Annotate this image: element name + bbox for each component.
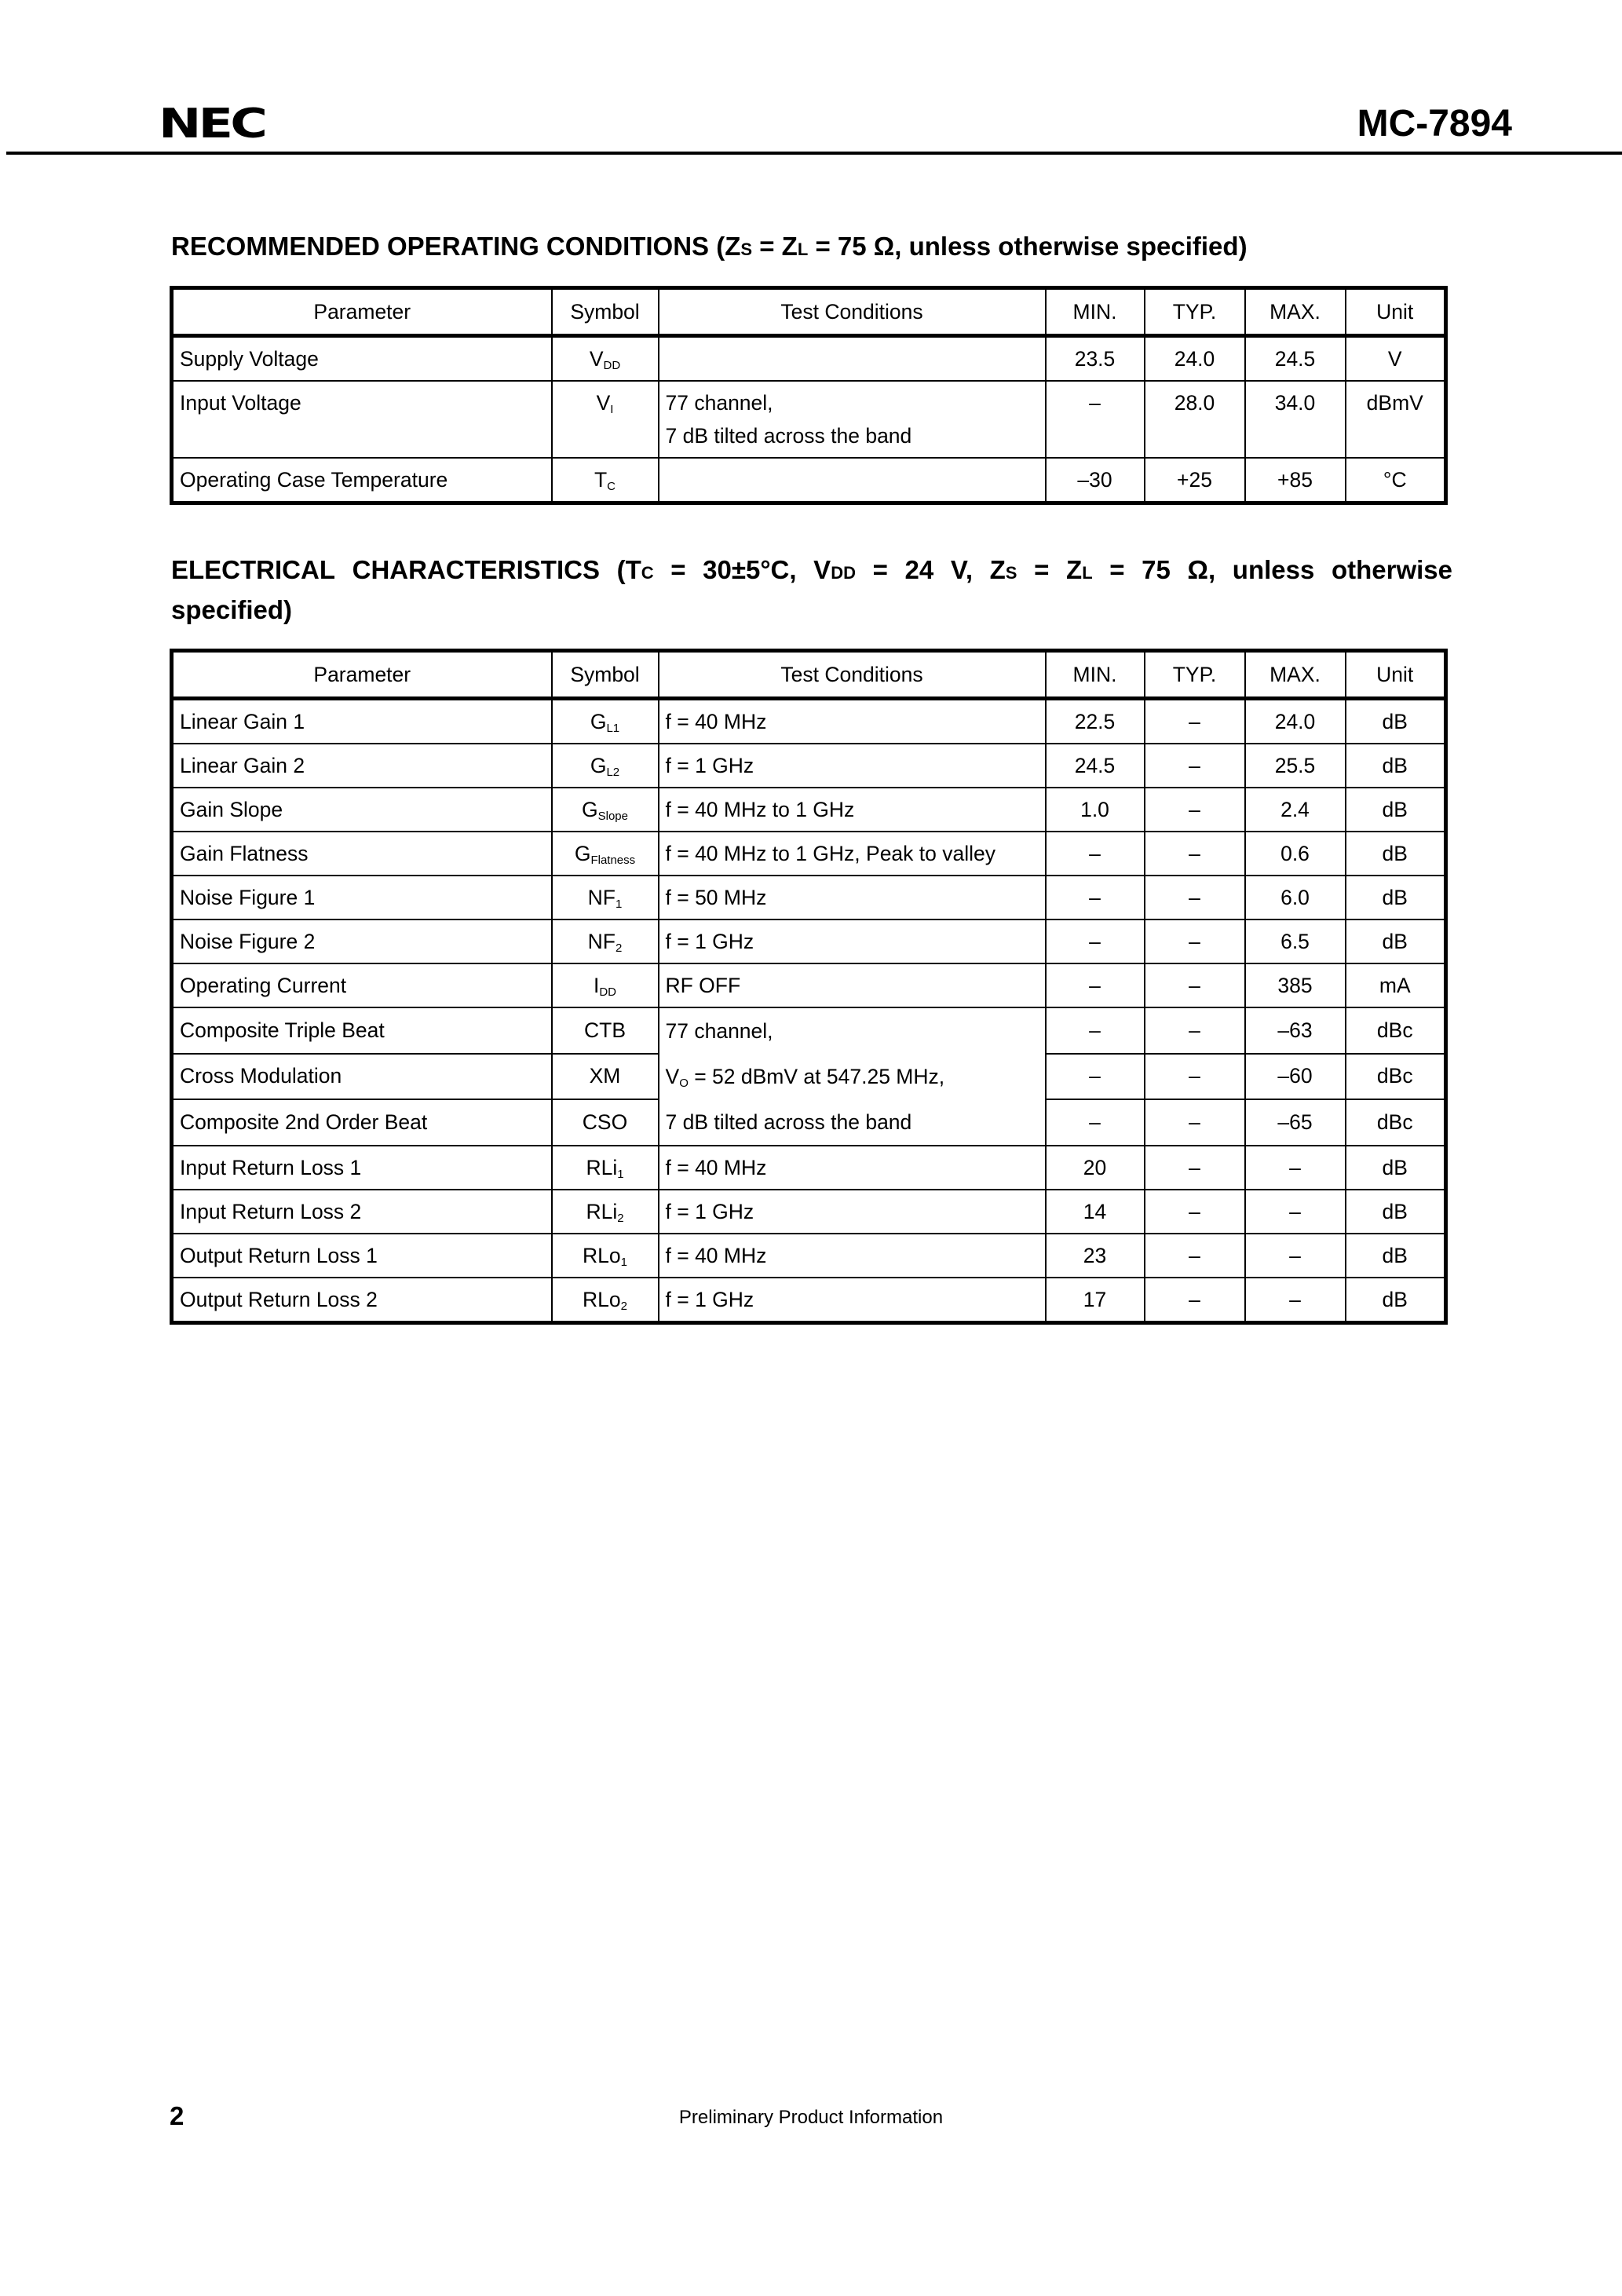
test-conditions-cell: f = 1 GHz — [659, 919, 1046, 963]
table-row — [172, 1234, 1446, 1278]
header-max: MAX. — [1245, 288, 1346, 336]
header-parameter: Parameter — [172, 288, 552, 336]
unit-cell: dB — [1346, 919, 1446, 963]
header-test-conditions: Test Conditions — [659, 288, 1046, 336]
table-row — [172, 1007, 1446, 1054]
parameter-cell: Operating Current — [172, 963, 552, 1007]
typ-cell: 24.0 — [1145, 336, 1245, 382]
parameter-cell: Noise Figure 1 — [172, 876, 552, 919]
parameter-cell: Gain Slope — [172, 788, 552, 832]
unit-cell: dB — [1346, 1278, 1446, 1323]
header-typ: TYP. — [1145, 288, 1245, 336]
test-conditions-cell: RF OFF — [659, 963, 1046, 1007]
parameter-cell: Cross Modulation — [172, 1054, 552, 1100]
min-cell: –30 — [1046, 458, 1145, 503]
parameter-cell: Input Voltage — [172, 381, 552, 458]
table-header-row — [172, 651, 1446, 699]
parameter-cell: Input Return Loss 1 — [172, 1146, 552, 1190]
typ-cell: 28.0 — [1145, 381, 1245, 458]
parameter-cell: Linear Gain 1 — [172, 699, 552, 744]
unit-cell: mA — [1346, 963, 1446, 1007]
unit-cell: dBmV — [1346, 381, 1446, 458]
test-conditions-cell: f = 1 GHz — [659, 744, 1046, 788]
table-row — [172, 832, 1446, 876]
symbol-cell: $V_I$ — [552, 381, 659, 458]
table-row — [172, 336, 1446, 382]
table-row — [172, 458, 1446, 503]
test-conditions-cell: 77 channel, $V_O = 52$ dBmV at 547.25 MHz, 7 dB tilted across the band — [659, 1007, 1046, 1146]
max-cell: –63 — [1245, 1007, 1346, 1054]
unit-cell: dB — [1346, 1146, 1446, 1190]
max-cell: –60 — [1245, 1054, 1346, 1100]
typ-cell: – — [1145, 744, 1245, 788]
symbol-cell: CSO — [552, 1099, 659, 1146]
max-cell: 2.4 — [1245, 788, 1346, 832]
symbol-cell: RLo$_2$ — [552, 1278, 659, 1323]
header-min: MIN. — [1046, 288, 1145, 336]
header-symbol: Symbol — [552, 651, 659, 699]
recommended-operating-conditions-heading: RECOMMENDED OPERATING CONDITIONS (ZS = ZL = 75 Ω, unless otherwise specified) — [171, 232, 1248, 261]
symbol-cell: $G_{Flatness}$ — [552, 832, 659, 876]
symbol-cell: $G_{L1}$ — [552, 699, 659, 744]
symbol-cell: $T_C$ — [552, 458, 659, 503]
recommended-operating-conditions-table — [170, 286, 1448, 505]
table-header-row — [172, 288, 1446, 336]
typ-cell: – — [1145, 699, 1245, 744]
max-cell: 6.5 — [1245, 919, 1346, 963]
max-cell: – — [1245, 1278, 1346, 1323]
max-cell: 0.6 — [1245, 832, 1346, 876]
min-cell: 14 — [1046, 1190, 1145, 1234]
table-row — [172, 876, 1446, 919]
table-row — [172, 788, 1446, 832]
parameter-cell: Input Return Loss 2 — [172, 1190, 552, 1234]
max-cell: – — [1245, 1190, 1346, 1234]
min-cell: – — [1046, 919, 1145, 963]
parameter-cell: Operating Case Temperature — [172, 458, 552, 503]
header-parameter: Parameter — [172, 651, 552, 699]
electrical-characteristics-heading: ELECTRICAL CHARACTERISTICS (TC = 30±5°C, VDD = 24 V, ZS = ZL = 75 Ω, unless otherwise specified) — [171, 555, 1452, 624]
typ-cell: – — [1145, 1099, 1245, 1146]
typ-cell: +25 — [1145, 458, 1245, 503]
test-conditions-cell — [659, 336, 1046, 382]
typ-cell: – — [1145, 788, 1245, 832]
test-conditions-cell: f = 50 MHz — [659, 876, 1046, 919]
typ-cell: – — [1145, 876, 1245, 919]
max-cell: 24.5 — [1245, 336, 1346, 382]
table-row — [172, 919, 1446, 963]
test-conditions-cell: f = 40 MHz to 1 GHz — [659, 788, 1046, 832]
table-row — [172, 1190, 1446, 1234]
test-conditions-cell: f = 40 MHz — [659, 699, 1046, 744]
min-cell: 24.5 — [1046, 744, 1145, 788]
header-symbol: Symbol — [552, 288, 659, 336]
typ-cell: – — [1145, 1054, 1245, 1100]
typ-cell: – — [1145, 963, 1245, 1007]
test-conditions-cell: f = 40 MHz to 1 GHz, Peak to valley — [659, 832, 1046, 876]
table-row — [172, 963, 1446, 1007]
min-cell: 23 — [1046, 1234, 1145, 1278]
header-unit: Unit — [1346, 288, 1446, 336]
table-row — [172, 1278, 1446, 1323]
max-cell: – — [1245, 1234, 1346, 1278]
unit-cell: dB — [1346, 788, 1446, 832]
symbol-cell: $V_{DD}$ — [552, 336, 659, 382]
table-row — [172, 744, 1446, 788]
symbol-cell: RLi$_1$ — [552, 1146, 659, 1190]
min-cell: – — [1046, 1099, 1145, 1146]
parameter-cell: Gain Flatness — [172, 832, 552, 876]
unit-cell: dB — [1346, 699, 1446, 744]
parameter-cell: Noise Figure 2 — [172, 919, 552, 963]
parameter-cell: Supply Voltage — [172, 336, 552, 382]
unit-cell: dB — [1346, 832, 1446, 876]
test-conditions-cell: f = 1 GHz — [659, 1190, 1046, 1234]
symbol-cell: $NF_2$ — [552, 919, 659, 963]
symbol-cell: XM — [552, 1054, 659, 1100]
header-rule — [6, 152, 1622, 155]
parameter-cell: Composite Triple Beat — [172, 1007, 552, 1054]
typ-cell: – — [1145, 1234, 1245, 1278]
min-cell: – — [1046, 832, 1145, 876]
max-cell: 25.5 — [1245, 744, 1346, 788]
unit-cell: V — [1346, 336, 1446, 382]
nec-logo: NEC — [159, 101, 265, 148]
parameter-cell: Linear Gain 2 — [172, 744, 552, 788]
min-cell: – — [1046, 876, 1145, 919]
unit-cell: dBc — [1346, 1007, 1446, 1054]
header-typ: TYP. — [1145, 651, 1245, 699]
min-cell: 1.0 — [1046, 788, 1145, 832]
test-conditions-cell: f = 40 MHz — [659, 1234, 1046, 1278]
table-row — [172, 1146, 1446, 1190]
min-cell: 17 — [1046, 1278, 1145, 1323]
parameter-cell: Output Return Loss 1 — [172, 1234, 552, 1278]
max-cell: 385 — [1245, 963, 1346, 1007]
header-max: MAX. — [1245, 651, 1346, 699]
page-number: 2 — [170, 2101, 184, 2130]
symbol-cell: RLi$_2$ — [552, 1190, 659, 1234]
header-test-conditions: Test Conditions — [659, 651, 1046, 699]
header-min: MIN. — [1046, 651, 1145, 699]
min-cell: – — [1046, 1054, 1145, 1100]
symbol-cell: $I_{DD}$ — [552, 963, 659, 1007]
unit-cell: dB — [1346, 1190, 1446, 1234]
unit-cell: dBc — [1346, 1054, 1446, 1100]
typ-cell: – — [1145, 1146, 1245, 1190]
unit-cell: dB — [1346, 1234, 1446, 1278]
table-row — [172, 699, 1446, 744]
symbol-cell: $G_{L2}$ — [552, 744, 659, 788]
electrical-characteristics-table — [170, 649, 1448, 1325]
unit-cell: °C — [1346, 458, 1446, 503]
document-id: MC-7894 — [1357, 103, 1512, 144]
footer-text: Preliminary Product Information — [678, 2107, 944, 2128]
max-cell: +85 — [1245, 458, 1346, 503]
symbol-cell: $G_{Slope}$ — [552, 788, 659, 832]
min-cell: – — [1046, 1007, 1145, 1054]
test-conditions-cell — [659, 458, 1046, 503]
symbol-cell: CTB — [552, 1007, 659, 1054]
unit-cell: dBc — [1346, 1099, 1446, 1146]
typ-cell: – — [1145, 919, 1245, 963]
typ-cell: – — [1145, 832, 1245, 876]
unit-cell: dB — [1346, 876, 1446, 919]
max-cell: 6.0 — [1245, 876, 1346, 919]
test-conditions-cell: 77 channel, 7 dB tilted across the band — [659, 381, 1046, 458]
min-cell: 20 — [1046, 1146, 1145, 1190]
table-row — [172, 381, 1446, 458]
min-cell: – — [1046, 381, 1145, 458]
test-conditions-cell: f = 1 GHz — [659, 1278, 1046, 1323]
parameter-cell: Composite 2nd Order Beat — [172, 1099, 552, 1146]
typ-cell: – — [1145, 1190, 1245, 1234]
symbol-cell: RLo$_1$ — [552, 1234, 659, 1278]
max-cell: 34.0 — [1245, 381, 1346, 458]
max-cell: – — [1245, 1146, 1346, 1190]
min-cell: 23.5 — [1046, 336, 1145, 382]
max-cell: 24.0 — [1245, 699, 1346, 744]
header-unit: Unit — [1346, 651, 1446, 699]
parameter-cell: Output Return Loss 2 — [172, 1278, 552, 1323]
typ-cell: – — [1145, 1007, 1245, 1054]
typ-cell: – — [1145, 1278, 1245, 1323]
unit-cell: dB — [1346, 744, 1446, 788]
test-conditions-cell: f = 40 MHz — [659, 1146, 1046, 1190]
min-cell: 22.5 — [1046, 699, 1145, 744]
min-cell: – — [1046, 963, 1145, 1007]
symbol-cell: $NF_1$ — [552, 876, 659, 919]
max-cell: –65 — [1245, 1099, 1346, 1146]
